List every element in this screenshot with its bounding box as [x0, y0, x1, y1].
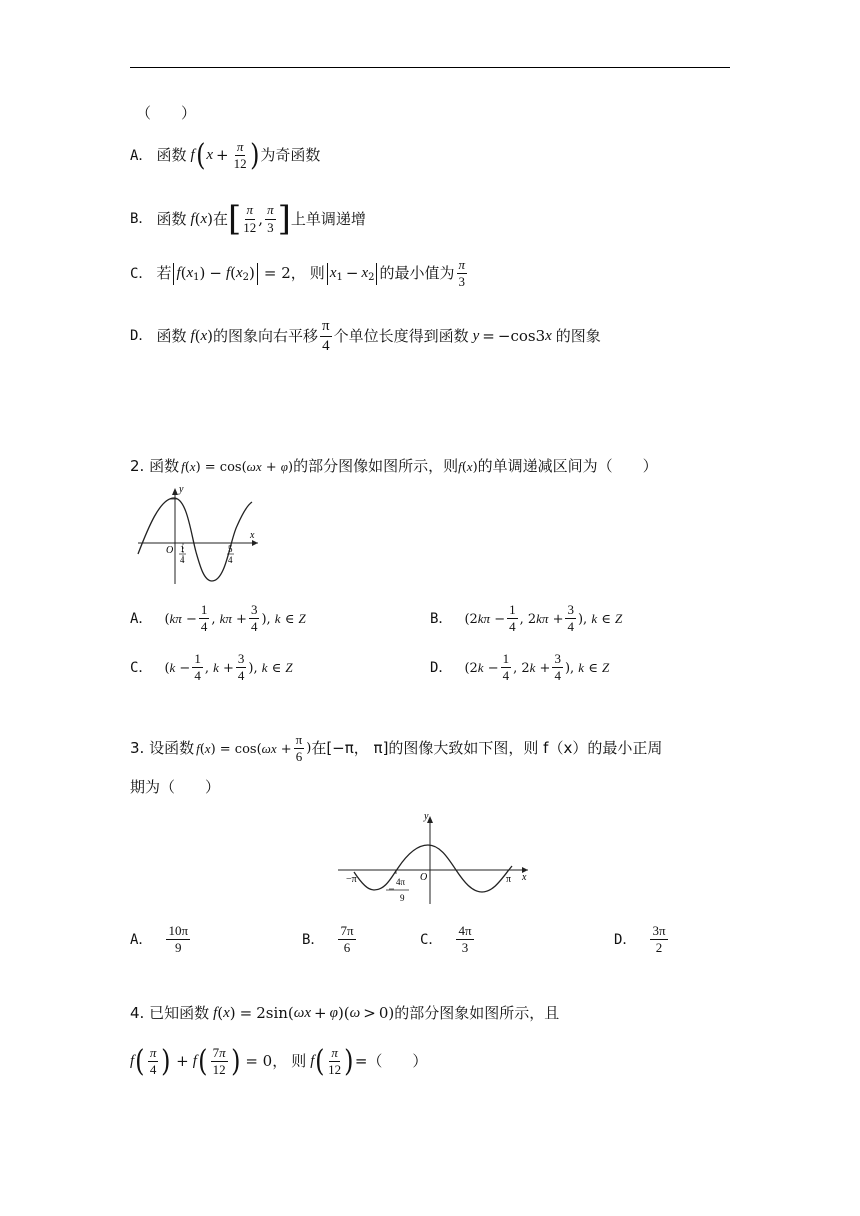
- q1-blank: [136, 106, 196, 121]
- tick-label: 4: [180, 555, 185, 565]
- option-text: 函数: [156, 326, 187, 345]
- q2-stem: 2. 函数 f(x) = cos(ωx + φ) 的部分图像如图所示，则 f(x) 的单调递减区间为（ ）: [130, 457, 658, 475]
- question-number: 3. 设函数: [130, 739, 195, 758]
- option-text: 的图象: [555, 326, 601, 345]
- q2-option-a[interactable]: A． (kπ − $\frac{1}{4}$ , kπ + $\frac{3}{4}$ ), k ∈ Z: [130, 602, 306, 635]
- y-axis-label: y: [179, 484, 184, 495]
- option-text: 若: [156, 264, 172, 283]
- q3-option-c[interactable]: [420, 924, 476, 956]
- tick-label: π: [506, 874, 512, 885]
- option-label: A．: [130, 147, 153, 164]
- q1-blank-text: （ ）: [136, 104, 197, 122]
- option-text: = 2，: [263, 264, 306, 283]
- option-denominator: 9: [174, 940, 182, 956]
- option-label: C．: [130, 265, 153, 282]
- question-number: 4. 已知函数: [130, 1004, 210, 1022]
- option-text: 上单调递增: [290, 209, 366, 228]
- option-text: 函数: [156, 146, 187, 165]
- q2-option-d[interactable]: D． (2k − $\frac{1}{4}$ , 2k + $\frac{3}{4}$ ), k ∈ Z: [430, 651, 610, 684]
- option-text: 在: [213, 209, 229, 228]
- option-label: B．: [302, 931, 325, 948]
- q2-option-b[interactable]: B． (2kπ − $\frac{1}{4}$ , 2kπ + $\frac{3}{4}$ ), k ∈ Z: [430, 602, 623, 635]
- option-label: D．: [130, 328, 153, 344]
- y-axis-label: y: [424, 811, 429, 822]
- q3-stem-line2: [130, 780, 220, 795]
- question-number: 2. 函数: [130, 457, 180, 475]
- option-label: D．: [614, 931, 637, 948]
- q1-option-b[interactable]: B． 函数 f ( x ) 在 [ $\frac{\pi}{12}$ , $\frac{\pi}{3}$ ] 上单调递增: [130, 199, 366, 239]
- q2-cosine-graph: [134, 484, 264, 586]
- q1-option-a[interactable]: A． 函数 f ( x + $\frac{\pi}{12}$ ) 为奇函数: [130, 137, 321, 173]
- stem-text: 的单调递减区间为（ ）: [477, 457, 658, 475]
- q3-stem: 3. 设函数 f(x) = cos(ωx + $\frac{\pi}{6}$ ) 在[−π， π]的图像大致如下图，则 f（x）的最小正周: [130, 732, 663, 765]
- stem-text: 的部分图象如图所示，且: [394, 1004, 560, 1022]
- option-text: 的最小值为: [379, 264, 455, 283]
- stem-text: 期为（ ）: [130, 778, 221, 796]
- tick-label: 4π: [396, 877, 406, 887]
- option-text: 个单位长度得到函数: [333, 326, 469, 345]
- option-text: 则: [309, 264, 325, 283]
- tick-label: −π: [346, 874, 357, 885]
- stem-text: = 0，: [245, 1052, 288, 1071]
- option-label: A．: [130, 610, 153, 627]
- origin-label: O: [420, 872, 428, 883]
- option-label: B．: [430, 610, 453, 627]
- option-text: 函数: [156, 209, 187, 228]
- stem-text: 在[−π， π]的图像大致如下图，则 f（x）的最小正周: [311, 739, 663, 758]
- q3-option-b[interactable]: [302, 924, 358, 956]
- q1-option-c[interactable]: C． 若 f ( x 1 ) − f ( x 2 ) = 2， 则 x 1 − x 2 的最小值为 $\frac{\pi}{3}$: [130, 257, 466, 290]
- x-axis-label: x: [522, 872, 527, 883]
- q4-stem: 4. 已知函数 f ( x ) = 2sin( ωx + φ )( ω > 0) 的部分图象如图所示，且: [130, 1004, 560, 1022]
- option-denominator: 6: [343, 940, 351, 956]
- option-denominator: 2: [655, 940, 663, 956]
- tick-label: 4: [228, 555, 233, 565]
- option-label: C．: [130, 659, 153, 676]
- option-numerator: 3π: [650, 924, 667, 940]
- q2-option-c[interactable]: C． (k − $\frac{1}{4}$ , k + $\frac{3}{4}$ ), k ∈ Z: [130, 651, 293, 684]
- q3-cosine-graph: [334, 808, 534, 906]
- option-numerator: 4π: [456, 924, 473, 940]
- option-text: 的图象向右平移: [213, 326, 319, 345]
- origin-label: O: [166, 545, 174, 556]
- q3-option-d[interactable]: [614, 924, 670, 956]
- option-label: B．: [130, 211, 153, 227]
- tick-label: 5: [228, 544, 233, 554]
- option-numerator: 10π: [166, 924, 190, 940]
- option-label: D．: [430, 659, 453, 676]
- option-label: A．: [130, 931, 153, 948]
- stem-text: =（ ）: [354, 1052, 428, 1071]
- tick-label: 1: [180, 544, 185, 554]
- option-text: 为奇函数: [260, 146, 321, 165]
- option-numerator: 7π: [338, 924, 355, 940]
- x-axis-label: x: [250, 530, 255, 541]
- stem-text: 则: [291, 1052, 307, 1071]
- q1-option-d[interactable]: D． 函数 f ( x ) 的图象向右平移 $\frac{\pi}{4}$ 个单位长度得到函数 y = −cos3 x 的图象: [130, 318, 601, 354]
- stem-text: 的部分图像如图所示，则: [293, 457, 459, 475]
- option-label: C．: [420, 931, 443, 948]
- option-denominator: 3: [461, 940, 469, 956]
- tick-label: 9: [400, 893, 405, 903]
- header-rule: [130, 67, 730, 68]
- q4-stem-line2: f ( $\frac{\pi}{4}$ ) + f ( $\frac{7\pi}{12}$ ) = 0， 则 f ( $\frac{\pi}{12}$ ) =（ ）: [130, 1043, 428, 1079]
- q3-option-a[interactable]: [130, 924, 192, 956]
